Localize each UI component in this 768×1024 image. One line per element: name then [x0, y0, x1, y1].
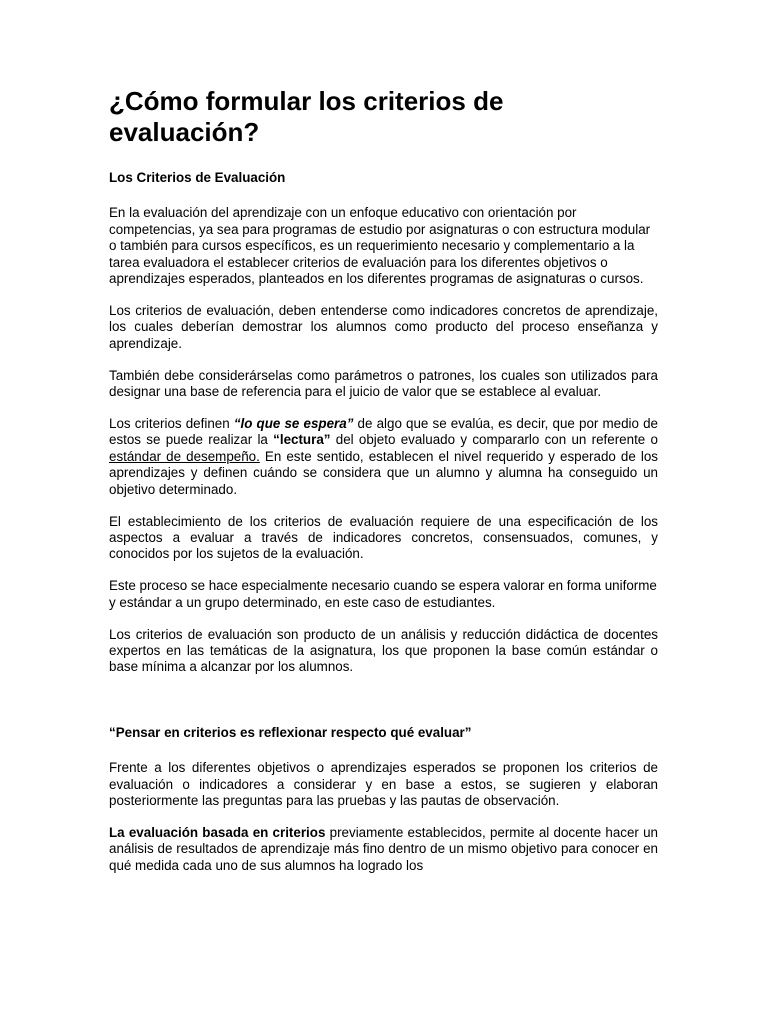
paragraph-6: Este proceso se hace especialmente necesario cuando se espera valorar en forma uniforme y estándar a un grupo determinado, en este caso de estudiantes.: [109, 578, 657, 610]
paragraph-5: El establecimiento de los criterios de evaluación requiere de una especificación de los aspectos a evaluar a través de indicadores concretos, consensuados, comunes, y conocidos por los sujetos de la evaluación.: [109, 513, 658, 562]
paragraph-4-text-3: del objeto evaluado y compararlo con un referente o: [330, 432, 658, 448]
section-heading: Los Criterios de Evaluación: [109, 170, 286, 185]
paragraph-4-text-4: En este sentido, establecen el nivel requerido y esperado de los aprendizajes y definen cuándo se considera que un alumno y alumna ha conseguido un objetivo determinado.: [109, 448, 658, 497]
emphasis-evaluacion-basada-en-criterios: La evaluación basada en criterios: [109, 824, 326, 840]
paragraph-3: También debe considerárselas como parámetros o patrones, los cuales son utilizados para designar una base de referencia para el juicio de valor que se establece al evaluar.: [109, 367, 658, 400]
paragraph-1: En la evaluación del aprendizaje con un enfoque educativo con orientación por competencias, ya sea para programas de estudio por asignaturas o con estructura modular o también para cursos específicos, es un requerimiento necesario y complementario a la tarea evaluadora el establecer criterios de evaluación para los diferentes objetivos o aprendizajes esperados, planteados en los diferentes programas de asignaturas o cursos.: [109, 205, 651, 287]
quote-heading: “Pensar en criterios es reflexionar respecto qué evaluar”: [109, 724, 472, 740]
paragraph-4-text-1: Los criterios definen: [109, 415, 234, 431]
paragraph-9: [109, 825, 658, 874]
paragraph-7: Los criterios de evaluación son producto de un análisis y reducción didáctica de docentes expertos en las temáticas de la asignatura, los que proponen la base común estándar o base mínima a alcanzar por los alumnos.: [109, 626, 658, 675]
paragraph-2: Los criterios de evaluación, deben entenderse como indicadores concretos de aprendizaje, los cuales deberían demostrar los alumnos como producto del proceso enseñanza y aprendizaje.: [109, 302, 658, 351]
paragraph-4: [109, 416, 658, 498]
emphasis-lectura: “lectura”: [273, 432, 331, 448]
emphasis-lo-que-se-espera: “lo que se espera”: [233, 415, 354, 431]
page-title: ¿Cómo formular los criterios de evaluación?: [109, 86, 504, 147]
document-page: [109, 86, 658, 874]
paragraph-8: Frente a los diferentes objetivos o aprendizajes esperados se proponen los criterios de evaluación o indicadores a considerar y en base a estos, se sugieren y elaboran posteriormente las preguntas para las pruebas y las pautas de observación.: [109, 760, 658, 808]
underlined-estandar-de-desempeno: estándar de desempeño.: [109, 448, 260, 464]
paragraph-9-text-1: previamente establecidos, permite al docente hacer un análisis de resultados de aprendizaje más fino dentro de un mismo objetivo para conocer en qué medida cada uno de sus alumnos ha logrado los: [109, 824, 659, 873]
paragraph-4-text-2: de algo que se evalúa, es decir, que por medio de estos se puede realizar la: [109, 415, 658, 448]
